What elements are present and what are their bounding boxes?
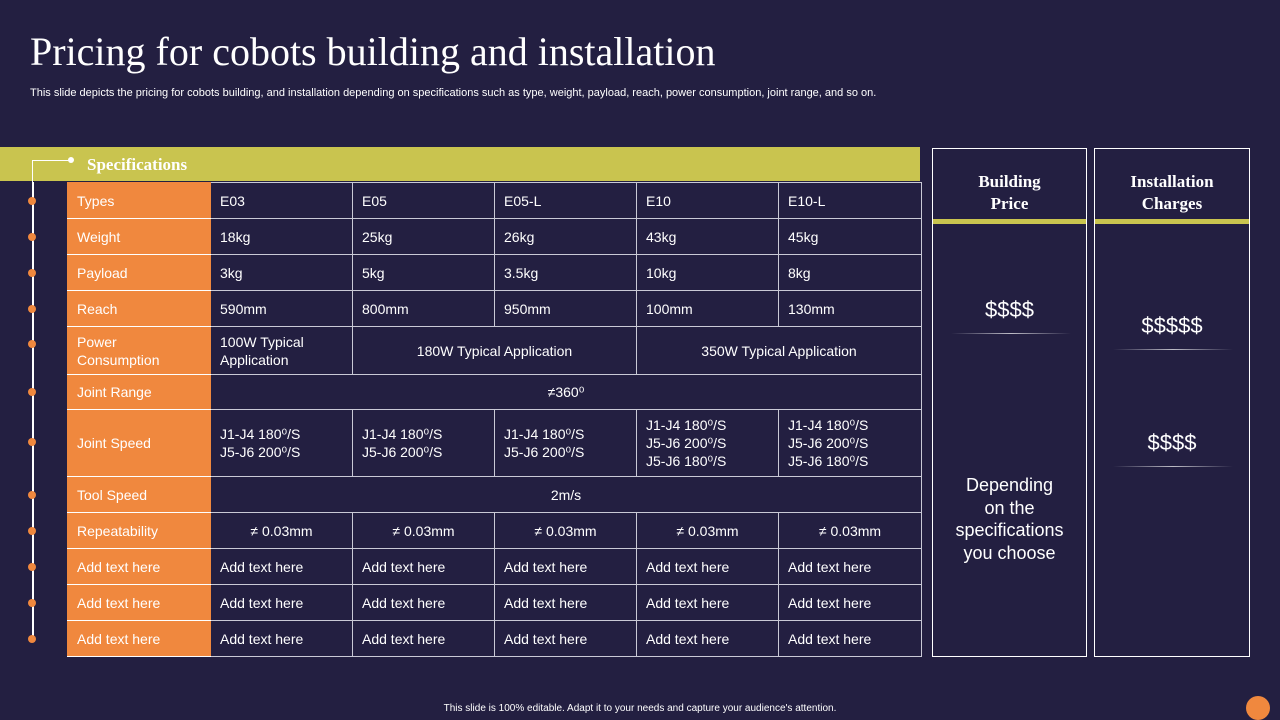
row-label: Payload xyxy=(68,255,211,291)
cell-line: J5-J6 180⁰/S xyxy=(646,453,727,469)
table-cell: Add text here xyxy=(495,621,637,657)
row-label: Joint Speed xyxy=(68,410,211,477)
connector-dot xyxy=(68,157,74,163)
installation-charges-heading xyxy=(1095,171,1249,215)
table-cell: ≠ 0.03mm xyxy=(495,513,637,549)
table-cell: E05 xyxy=(353,183,495,219)
table-row-power xyxy=(68,327,922,375)
table-cell: 130mm xyxy=(779,291,922,327)
table-cell: Add text here xyxy=(495,585,637,621)
row-label: Tool Speed xyxy=(68,477,211,513)
table-row-repeatability xyxy=(68,513,922,549)
table-cell xyxy=(211,410,353,477)
table-cell xyxy=(637,410,779,477)
table-cell: 45kg xyxy=(779,219,922,255)
timeline-dot xyxy=(28,491,36,499)
table-cell: 950mm xyxy=(495,291,637,327)
table-cell-merged: 180W Typical Application xyxy=(353,327,637,375)
table-cell xyxy=(353,410,495,477)
table-cell: 100W Typical Application xyxy=(211,327,353,375)
footer-note: This slide is 100% editable. Adapt it to your needs and capture your audience's attention. xyxy=(443,703,837,714)
installation-price-value: $$$$$ xyxy=(1141,313,1203,338)
timeline-dot xyxy=(28,197,36,205)
table-cell: Add text here xyxy=(637,549,779,585)
row-label: Power Consumption xyxy=(68,327,211,375)
page-subtitle: This slide depicts the pricing for cobots building, and installation depending on specifications such as type, weight, payload, reach, power consumption, joint range, and so on. xyxy=(30,87,877,99)
specifications-header: Specifications xyxy=(87,155,188,174)
table-row-add-1 xyxy=(68,549,922,585)
table-cell: 100mm xyxy=(637,291,779,327)
building-price-panel xyxy=(932,148,1087,657)
cell-line: J5-J6 200⁰/S xyxy=(220,444,301,460)
timeline-dot xyxy=(28,388,36,396)
cell-line: J1-J4 180⁰/S xyxy=(362,426,443,442)
table-cell: 43kg xyxy=(637,219,779,255)
table-cell: Add text here xyxy=(495,549,637,585)
heading-line: Charges xyxy=(1141,194,1203,213)
row-label: Add text here xyxy=(68,621,211,657)
timeline-line xyxy=(32,182,34,642)
table-cell: ≠ 0.03mm xyxy=(353,513,495,549)
table-cell: 800mm xyxy=(353,291,495,327)
table-cell-merged: 350W Typical Application xyxy=(637,327,922,375)
timeline-dot xyxy=(28,563,36,571)
table-row-add-2 xyxy=(68,585,922,621)
timeline-dot xyxy=(28,233,36,241)
building-price-value: $$$$ xyxy=(985,297,1034,322)
table-cell: 3kg xyxy=(211,255,353,291)
timeline-dot xyxy=(28,635,36,643)
table-row-weight xyxy=(68,219,922,255)
table-row-add-3 xyxy=(68,621,922,657)
timeline-dot xyxy=(28,527,36,535)
table-cell: 590mm xyxy=(211,291,353,327)
table-cell-merged: ≠360⁰ xyxy=(211,375,922,410)
installation-price-value: $$$$ xyxy=(1147,430,1197,455)
underline-glow xyxy=(951,333,1071,334)
row-label: Joint Range xyxy=(68,375,211,410)
cell-line: J5-J6 200⁰/S xyxy=(362,444,443,460)
table-cell: Add text here xyxy=(353,621,495,657)
table-cell xyxy=(779,410,922,477)
cell-line: J1-J4 180⁰/S xyxy=(646,417,727,433)
table-cell: Add text here xyxy=(779,585,922,621)
note-line: on the xyxy=(984,497,1035,518)
row-label: Repeatability xyxy=(68,513,211,549)
table-cell: Add text here xyxy=(211,621,353,657)
heading-line: Price xyxy=(990,194,1029,213)
depending-note xyxy=(933,474,1086,564)
installation-charges-panel xyxy=(1094,148,1250,657)
table-cell: 3.5kg xyxy=(495,255,637,291)
underline-glow xyxy=(1113,349,1233,350)
table-cell: Add text here xyxy=(637,585,779,621)
specifications-table xyxy=(67,182,922,657)
table-row-joint-speed xyxy=(68,410,922,477)
table-row-types xyxy=(68,183,922,219)
table-row-joint-range xyxy=(68,375,922,410)
timeline-dot xyxy=(28,305,36,313)
table-cell: E03 xyxy=(211,183,353,219)
row-label: Weight xyxy=(68,219,211,255)
cell-line: J5-J6 200⁰/S xyxy=(646,435,727,451)
table-cell: Add text here xyxy=(779,549,922,585)
table-cell: ≠ 0.03mm xyxy=(637,513,779,549)
row-label: Add text here xyxy=(68,585,211,621)
table-cell: ≠ 0.03mm xyxy=(779,513,922,549)
table-row-reach xyxy=(68,291,922,327)
cell-line: J5-J6 200⁰/S xyxy=(788,435,869,451)
table-row-tool-speed xyxy=(68,477,922,513)
table-cell: 25kg xyxy=(353,219,495,255)
corner-decoration xyxy=(1246,696,1270,720)
table-cell: 10kg xyxy=(637,255,779,291)
table-cell xyxy=(495,410,637,477)
building-price-heading xyxy=(933,171,1086,215)
table-cell: ≠ 0.03mm xyxy=(211,513,353,549)
cell-line: J1-J4 180⁰/S xyxy=(504,426,585,442)
row-label: Reach xyxy=(68,291,211,327)
specifications-header-bar xyxy=(0,147,920,181)
yellow-divider xyxy=(933,219,1086,224)
cell-line: J5-J6 200⁰/S xyxy=(504,444,585,460)
timeline-dot xyxy=(28,340,36,348)
underline-glow xyxy=(1113,466,1233,467)
cell-line: J1-J4 180⁰/S xyxy=(788,417,869,433)
table-cell: Add text here xyxy=(211,585,353,621)
table-cell: Add text here xyxy=(779,621,922,657)
table-cell: E05-L xyxy=(495,183,637,219)
cell-line: J5-J6 180⁰/S xyxy=(788,453,869,469)
table-cell: 8kg xyxy=(779,255,922,291)
timeline-dot xyxy=(28,438,36,446)
heading-line: Installation xyxy=(1130,172,1214,191)
timeline-dot xyxy=(28,269,36,277)
table-cell: Add text here xyxy=(353,585,495,621)
timeline-dot xyxy=(28,599,36,607)
page-title: Pricing for cobots building and installation xyxy=(30,29,716,74)
table-cell: Add text here xyxy=(353,549,495,585)
table-cell: 26kg xyxy=(495,219,637,255)
note-line: specifications xyxy=(955,520,1064,540)
note-line: Depending xyxy=(965,475,1054,495)
table-cell-merged: 2m/s xyxy=(211,477,922,513)
yellow-divider xyxy=(1095,219,1249,224)
table-cell: Add text here xyxy=(637,621,779,657)
table-cell: 18kg xyxy=(211,219,353,255)
heading-line: Building xyxy=(978,172,1041,191)
row-label: Add text here xyxy=(68,549,211,585)
table-row-payload xyxy=(68,255,922,291)
cell-line: J1-J4 180⁰/S xyxy=(220,426,301,442)
table-cell: 5kg xyxy=(353,255,495,291)
note-line: you choose xyxy=(963,542,1056,563)
table-cell: Add text here xyxy=(211,549,353,585)
table-cell: E10 xyxy=(637,183,779,219)
row-label: Types xyxy=(68,183,211,219)
table-cell: E10-L xyxy=(779,183,922,219)
